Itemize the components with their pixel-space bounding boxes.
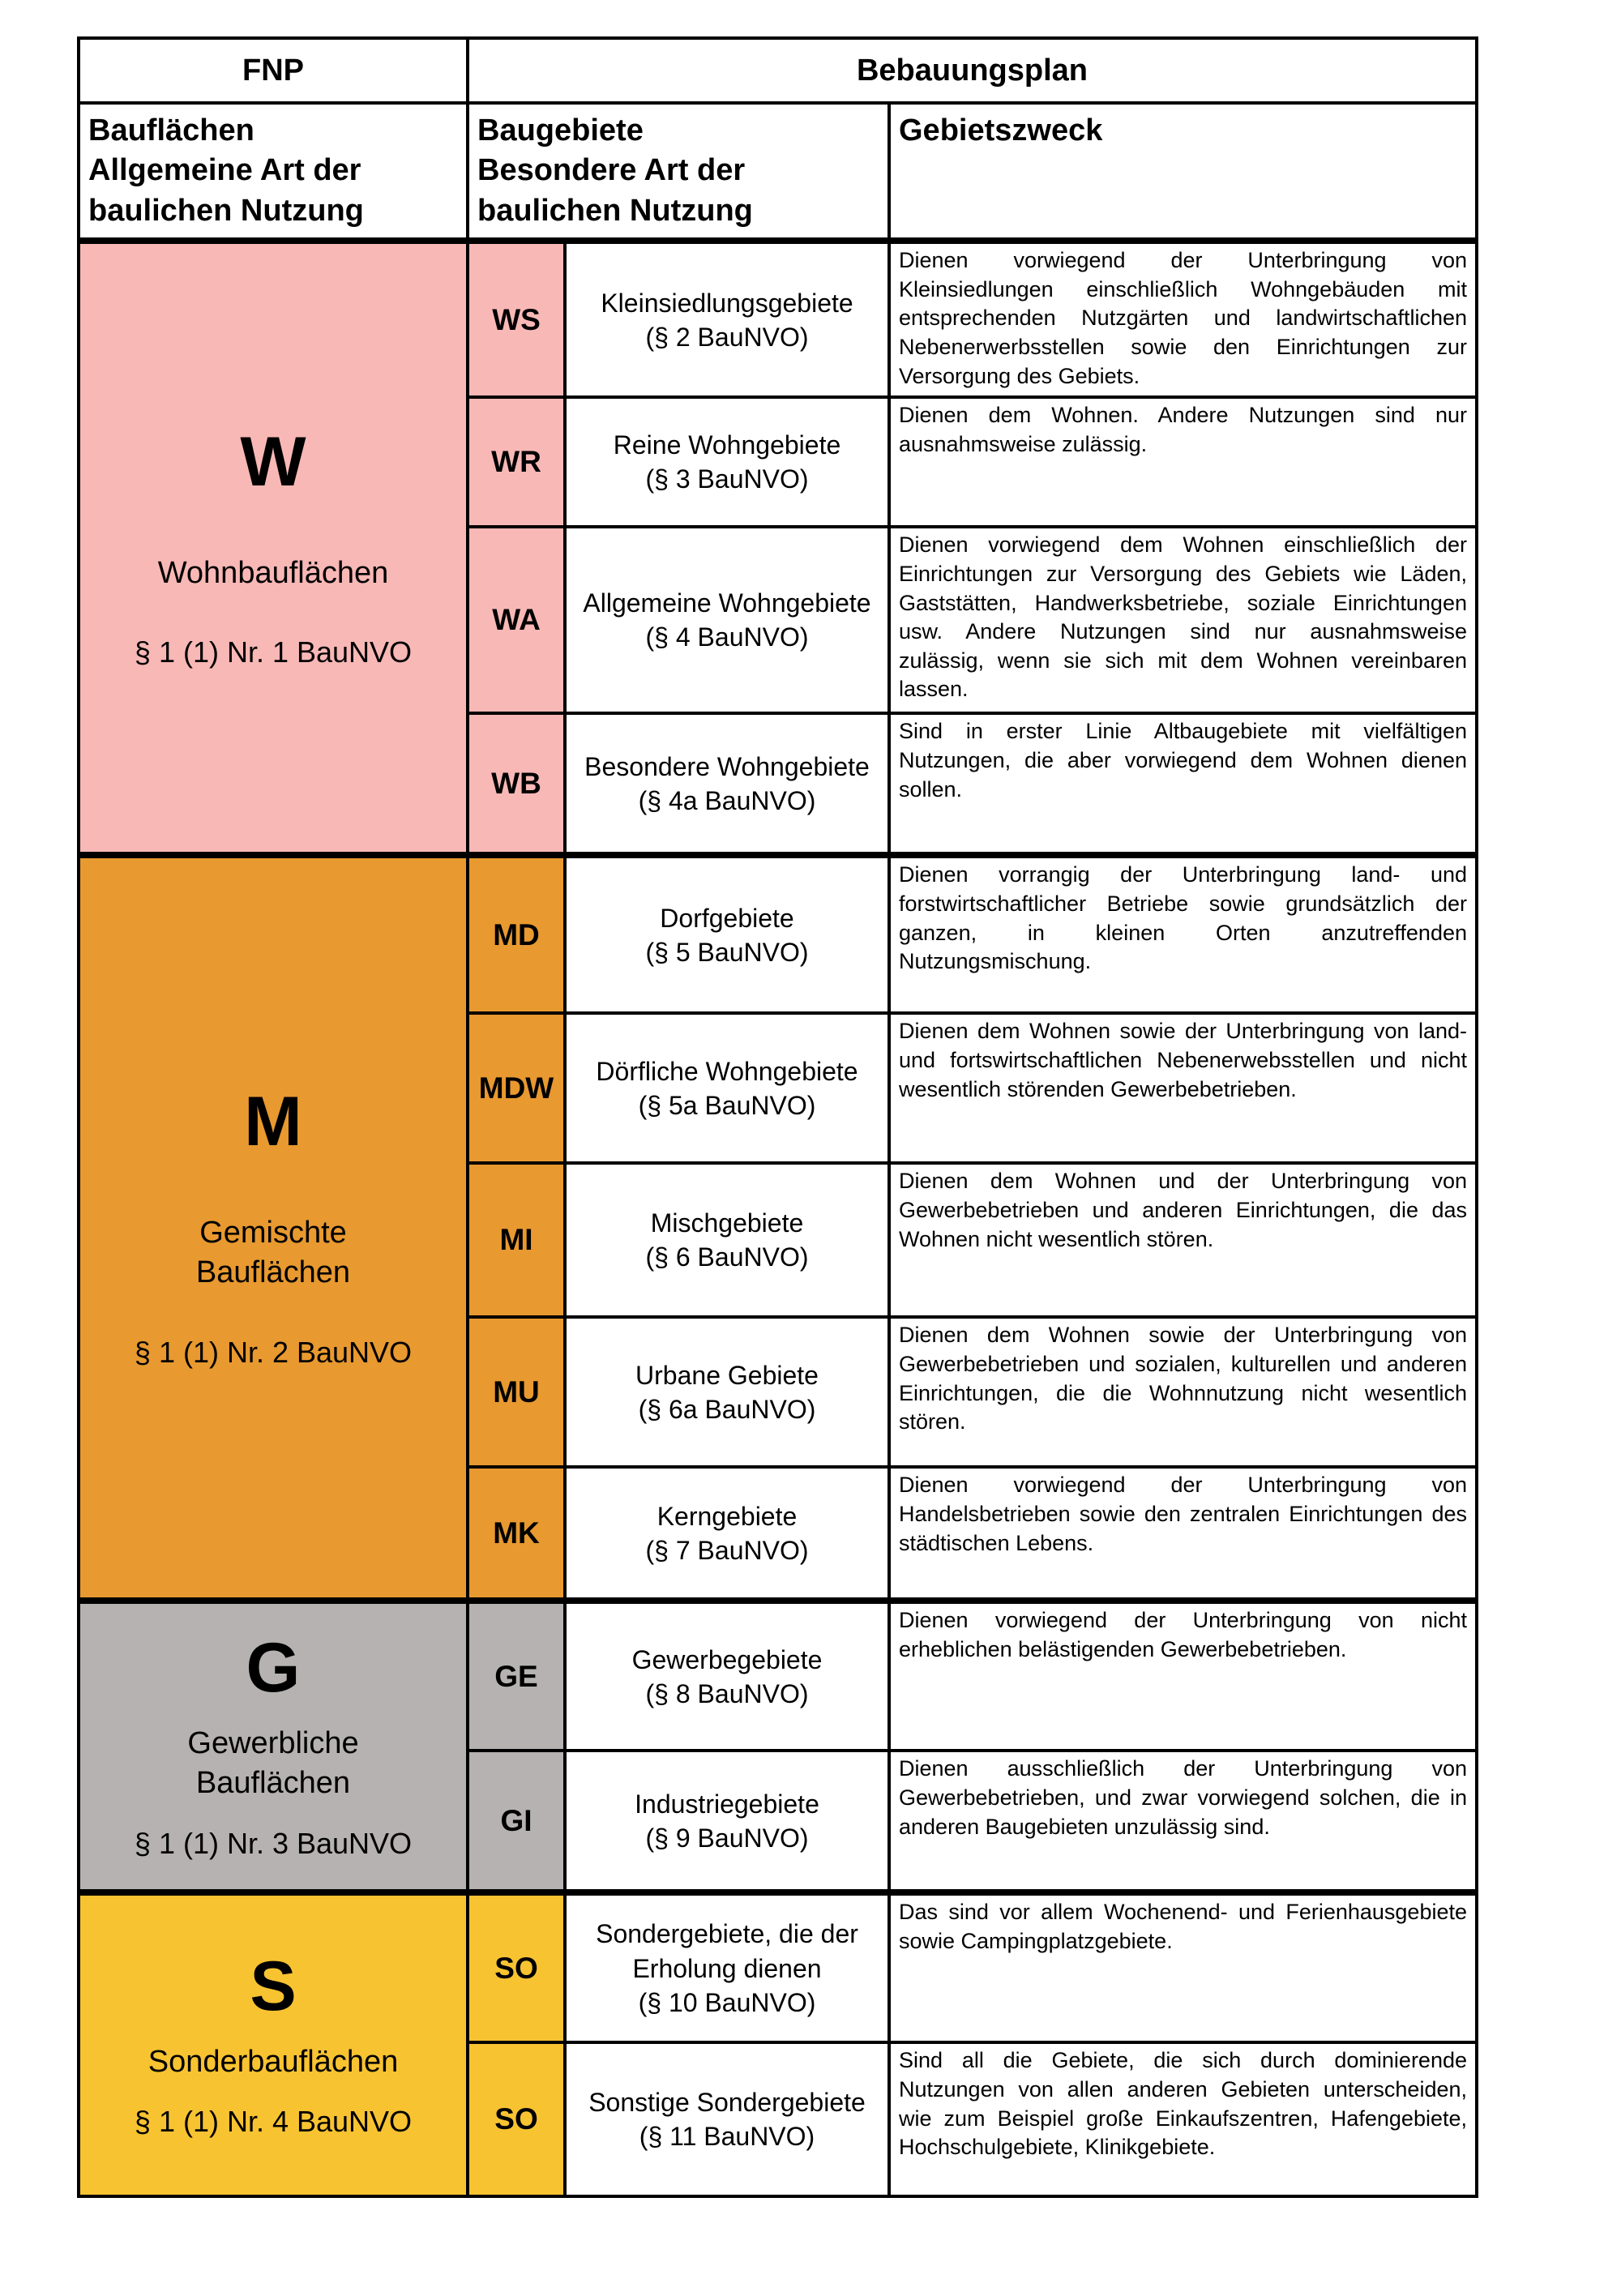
baugebiete-column-header [468,103,889,241]
district-title [565,1013,889,1163]
district-title [565,527,889,713]
district-title-line: (§ 5a BauNVO) [638,1090,816,1120]
group-paragraph-ref: § 1 (1) Nr. 3 BauNVO [134,1826,413,1860]
district-purpose-text: Dienen dem Wohnen sowie der Unterbringung von land- und fortswirtschaftlichen Nebenerwebsstellen und nicht wesentlich störenden Gewerbebetrieben. [889,1013,1477,1163]
bauflaechen-header-line: Allgemeine Art der [88,153,361,188]
group-name-line: Bauflächen [195,1766,351,1801]
group-paragraph-ref: § 1 (1) Nr. 4 BauNVO [134,2105,413,2139]
district-title [565,1317,889,1467]
group-name [83,1213,463,1293]
district-title-line: (§ 5 BauNVO) [645,937,809,967]
district-title [565,1892,889,2042]
district-title [565,1163,889,1317]
header-row-plan-types [79,38,1477,103]
district-title-line: Dorfgebiete [660,903,794,933]
district-purpose-text: Dienen dem Wohnen. Andere Nutzungen sind nur ausnahmsweise zulässig. [889,397,1477,527]
group-name [83,554,463,593]
abbr-cell-mdw: MDW [468,1013,565,1163]
table-body [79,241,1477,2196]
district-title [565,1751,889,1892]
gebietszweck-column-header: Gebietszweck [889,103,1477,241]
district-row-md-10 [79,855,1477,1013]
fnp-header-cell: FNP [79,38,468,103]
district-title [565,2042,889,2196]
abbr-cell-wa: WA [468,527,565,713]
district-row-so-30 [79,1892,1477,2042]
district-title-line: Mischgebiete [650,1208,804,1238]
district-title [565,397,889,527]
group-name [83,1724,463,1804]
bauflaechen-header-line: Bauflächen [88,113,254,148]
district-title-line: (§ 4 BauNVO) [645,622,809,652]
district-title-line: Dörfliche Wohngebiete [596,1056,858,1086]
district-purpose-text: Sind in erster Linie Altbaugebiete mit vielfältigen Nutzungen, die aber vorwiegend dem Wohnen dienen sollen. [889,713,1477,855]
abbr-cell-wr: WR [468,397,565,527]
abbr-cell-mu: MU [468,1317,565,1467]
district-purpose-text: Dienen vorwiegend dem Wohnen einschließlich der Einrichtungen zur Versorgung des Gebiets wie Läden, Gaststätten, Handwerksbetriebe, soziale Einrichtungen usw. Andere Nutzungen sind nur ausnahmsweise zulässig, wenn sie sich mit dem Wohnen vereinbaren lassen. [889,527,1477,713]
abbr-cell-md: MD [468,855,565,1013]
abbr-cell-mi: MI [468,1163,565,1317]
district-title-line: (§ 6 BauNVO) [645,1242,809,1272]
district-title-line: Erholung dienen [632,1953,822,1983]
group-cell-m [79,855,468,1601]
district-purpose-text: Dienen vorwiegend der Unterbringung von Kleinsiedlungen einschließlich Wohngebäuden mit entsprechenden Nutzgärten und landwirtschaftlichen Nebenerwerbsstellen sowie den Einrichtungen zur Versorgung des Gebiets. [889,241,1477,397]
abbr-cell-so: SO [468,1892,565,2042]
group-cell-g [79,1601,468,1892]
district-title [565,1601,889,1751]
district-row-ws-00 [79,241,1477,397]
district-title-line: Gewerbegebiete [631,1644,823,1674]
abbr-cell-wb: WB [468,713,565,855]
group-name-line: Bauflächen [195,1255,351,1290]
district-row-ge-20 [79,1601,1477,1751]
district-title-line: Reine Wohngebiete [613,430,841,460]
district-title-line: (§ 3 BauNVO) [645,464,809,494]
table-header [79,38,1477,241]
district-title-line: (§ 9 BauNVO) [645,1823,809,1853]
district-purpose-text: Dienen vorwiegend der Unterbringung von nicht erheblichen belästigenden Gewerbebetrieben. [889,1601,1477,1751]
group-paragraph-ref: § 1 (1) Nr. 2 BauNVO [134,1335,413,1369]
district-purpose-text: Das sind vor allem Wochenend- und Ferienhausgebiete sowie Campingplatzgebiete. [889,1892,1477,2042]
group-name [83,2042,463,2082]
abbr-cell-gi: GI [468,1751,565,1892]
abbr-cell-so: SO [468,2042,565,2196]
group-cell-s [79,1892,468,2196]
district-title-line: (§ 2 BauNVO) [645,322,809,352]
district-title-line: Sondergebiete, die der [596,1919,858,1949]
district-purpose-text: Dienen dem Wohnen und der Unterbringung von Gewerbebetrieben und anderen Einrichtungen, die das Wohnen nicht wesentlich stören. [889,1163,1477,1317]
group-name-line: Wohnbauflächen [157,555,389,590]
district-title [565,855,889,1013]
bauflaechen-column-header [79,103,468,241]
district-title-line: (§ 10 BauNVO) [638,1987,816,2017]
district-title-line: Kerngebiete [657,1501,798,1531]
district-title-line: Industriegebiete [635,1789,819,1819]
group-name-line: Gemischte [199,1215,347,1250]
bauflaechen-header-line: baulichen Nutzung [88,193,364,228]
group-cell-w [79,241,468,855]
district-title-line: Besondere Wohngebiete [584,751,870,781]
district-title-line: (§ 8 BauNVO) [645,1678,809,1708]
district-title-line: Sonstige Sondergebiete [588,2088,866,2118]
group-letter: G [246,1628,301,1707]
group-paragraph-ref: § 1 (1) Nr. 1 BauNVO [134,635,413,669]
baugebiete-header-line: Baugebiete [477,113,644,148]
district-purpose-text: Dienen vorrangig der Unterbringung land- und forstwirtschaftlicher Betriebe sowie grundsätzlich der ganzen, in kleinen Orten anzutreffenden Nutzungsmischung. [889,855,1477,1013]
district-purpose-text: Dienen vorwiegend der Unterbringung von Handelsbetrieben sowie den zentralen Einrichtungen des städtischen Lebens. [889,1467,1477,1601]
district-title-line: (§ 4a BauNVO) [638,785,816,815]
district-title-line: (§ 6a BauNVO) [638,1394,816,1424]
baugebiete-header-line: baulichen Nutzung [477,193,753,228]
district-title [565,1467,889,1601]
district-title-line: Allgemeine Wohngebiete [583,588,871,618]
district-title-line: (§ 7 BauNVO) [645,1535,809,1565]
group-letter: W [240,422,306,501]
district-purpose-text: Dienen dem Wohnen sowie der Unterbringung von Gewerbebetrieben und sozialen, kulturellen und anderen Einrichtungen, die die Wohnnutzung nicht wesentlich stören. [889,1317,1477,1467]
group-name-line: Sonderbauflächen [148,2045,399,2080]
district-purpose-text: Dienen ausschließlich der Unterbringung von Gewerbebetrieben, und zwar vorwiegend solchen, die in anderen Baugebieten unzulässig sind. [889,1751,1477,1892]
bebauungsplan-header-cell: Bebauungsplan [468,38,1477,103]
baugebiete-header-line: Besondere Art der [477,153,746,188]
group-letter: S [250,1948,297,2026]
abbr-cell-ws: WS [468,241,565,397]
header-row-column-titles [79,103,1477,241]
abbr-cell-mk: MK [468,1467,565,1601]
district-title-line: Urbane Gebiete [635,1360,819,1390]
district-title [565,713,889,855]
abbr-cell-ge: GE [468,1601,565,1751]
group-letter: M [244,1082,302,1161]
group-name-line: Gewerbliche [187,1725,359,1760]
district-title-line: Kleinsiedlungsgebiete [601,288,853,318]
district-title [565,241,889,397]
district-purpose-text: Sind all die Gebiete, die sich durch dominierende Nutzungen von allen anderen Gebieten unterscheiden, wie zum Beispiel große Einkaufszentren, Hafengebiete, Hochschulgebiete, Klinikgebiete. [889,2042,1477,2196]
land-use-categories-table [77,36,1478,2198]
district-title-line: (§ 11 BauNVO) [639,2122,815,2152]
